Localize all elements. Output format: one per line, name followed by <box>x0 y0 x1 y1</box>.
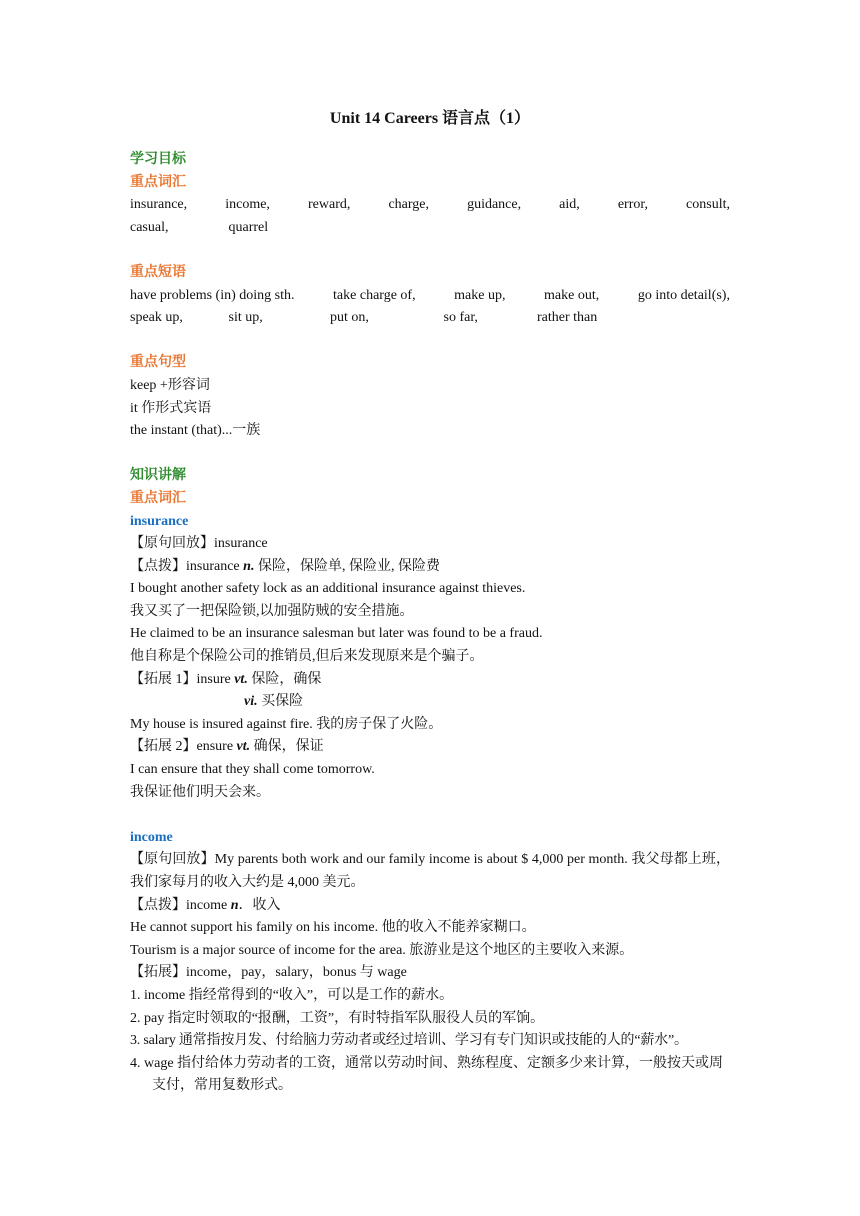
extension-meaning: 保险，确保 <box>247 671 322 687</box>
list-item: 2. pay 指定时领取的“报酬，工资”，有时特指军队服役人员的军饷。 <box>130 1010 545 1026</box>
phrase-item: go into detail(s), <box>637 287 730 303</box>
tip-word: income <box>186 897 231 913</box>
original-sentence <box>130 849 730 894</box>
page-title: Unit 14 Careers 语言点（1） <box>329 110 531 127</box>
phrase-item: so far, <box>443 310 478 326</box>
phrase-item: rather than <box>537 310 598 326</box>
phrase-item: make up, <box>454 287 506 303</box>
document-body <box>130 149 730 1098</box>
subheading-key-phrases: 重点短语 <box>130 264 186 280</box>
original-text: insurance <box>214 536 268 552</box>
tip-line <box>130 895 730 918</box>
original-text: My parents both work and our family income is about $ 4,000 per month. 我父母都上班，我们家每月的收入大约是 4,000 美元。 <box>130 852 731 890</box>
tip-meaning: 保险，保险单, 保险业, 保险费 <box>254 558 440 574</box>
vocab-line-1 <box>130 194 730 217</box>
entry-word-insurance: insurance <box>130 513 189 529</box>
vocab-line-2 <box>130 217 730 240</box>
sentence-pattern: keep +形容词 <box>130 377 210 393</box>
extension-label: 【拓展 2】 <box>130 739 197 755</box>
extension-meaning: 确保，保证 <box>250 739 324 755</box>
part-of-speech: n. <box>243 558 255 574</box>
tip-word: insurance <box>186 558 244 574</box>
part-of-speech: vi. <box>244 694 258 710</box>
phrase-item: put on, <box>330 310 369 326</box>
extension-1 <box>130 669 730 692</box>
tip-label: 【点拨】 <box>130 897 186 913</box>
part-of-speech: n <box>230 897 239 913</box>
phrase-item: speak up, <box>130 310 183 326</box>
extension-label: 【拓展】 <box>130 965 186 981</box>
example: Tourism is a major source of income for the area. 旅游业是这个地区的主要收入来源。 <box>130 942 634 958</box>
phrase-item: make out, <box>544 287 600 303</box>
part-of-speech: vt. <box>236 739 251 755</box>
subheading-key-sentences: 重点句型 <box>130 355 186 371</box>
vocab-item: quarrel <box>228 219 269 235</box>
example-cn: 我又买了一把保险锁,以加强防贼的安全措施。 <box>130 603 414 619</box>
sentence-pattern: the instant (that)...一族 <box>130 423 261 439</box>
extension-2 <box>130 736 730 759</box>
tip-line <box>130 556 730 579</box>
phrase-item: take charge of, <box>333 287 416 303</box>
tip-meaning: ．收入 <box>238 897 281 913</box>
example: My house is insured against fire. 我的房子保了火险。 <box>130 716 443 732</box>
list-item: 1. income 指经常得到的“收入”，可以是工作的薪水。 <box>130 987 454 1003</box>
example-en: He claimed to be an insurance salesman but later was found to be a fraud. <box>130 626 543 642</box>
phrases-line-2 <box>130 307 730 330</box>
extension-meaning: 买保险 <box>257 694 304 710</box>
subheading-key-vocab-2: 重点词汇 <box>130 490 186 506</box>
subheading-key-vocab: 重点词汇 <box>130 174 186 190</box>
phrase-item: have problems (in) doing sth. <box>130 287 295 303</box>
vocab-item: casual, <box>130 219 169 235</box>
phrase-item: sit up, <box>228 310 263 326</box>
tip-label: 【点拨】 <box>130 558 186 574</box>
extension-word: ensure <box>196 739 237 755</box>
example-cn: 他自称是个保险公司的推销员,但后来发现原来是个骗子。 <box>130 649 484 665</box>
vocab-item: charge, <box>388 197 429 213</box>
original-label: 【原句回放】 <box>130 852 215 868</box>
original-label: 【原句回放】 <box>130 536 214 552</box>
section-heading-knowledge: 知识讲解 <box>130 468 186 484</box>
extension-label: 【拓展 1】 <box>130 671 197 687</box>
vocab-item: reward, <box>308 197 351 213</box>
extension <box>130 962 730 985</box>
example: He cannot support his family on his income. 他的收入不能养家糊口。 <box>130 920 536 936</box>
list-item: 3. salary 通常指按月发、付给脑力劳动者或经过培训、学习有专门知识或技能的人的“薪水”。 <box>130 1033 688 1049</box>
list-item: 4. wage 指付给体力劳动者的工资，通常以劳动时间、熟练程度、定额多少来计算，一般按天或周支付，常用复数形式。 <box>130 1055 724 1094</box>
part-of-speech: vt. <box>234 671 248 687</box>
vocab-item: aid, <box>559 197 580 213</box>
extension-word: insure <box>196 671 235 687</box>
sentence-pattern: it 作形式宾语 <box>130 400 212 416</box>
example-cn: 我保证他们明天会来。 <box>130 784 270 800</box>
example-en: I bought another safety lock as an additional insurance against thieves. <box>130 581 526 597</box>
vocab-item: guidance, <box>467 197 522 213</box>
entry-word-income: income <box>130 829 173 845</box>
phrases-line-1 <box>130 285 730 308</box>
vocab-item: insurance, <box>130 197 188 213</box>
vocab-item: consult, <box>686 197 730 213</box>
vocab-item: income, <box>225 197 270 213</box>
original-sentence <box>130 533 730 556</box>
extension-text: income，pay，salary，bonus 与 wage <box>186 965 407 981</box>
extension-1-sense-2 <box>130 691 730 714</box>
vocab-item: error, <box>617 197 648 213</box>
example-en: I can ensure that they shall come tomorrow. <box>130 762 375 778</box>
section-heading-objectives: 学习目标 <box>130 152 186 167</box>
